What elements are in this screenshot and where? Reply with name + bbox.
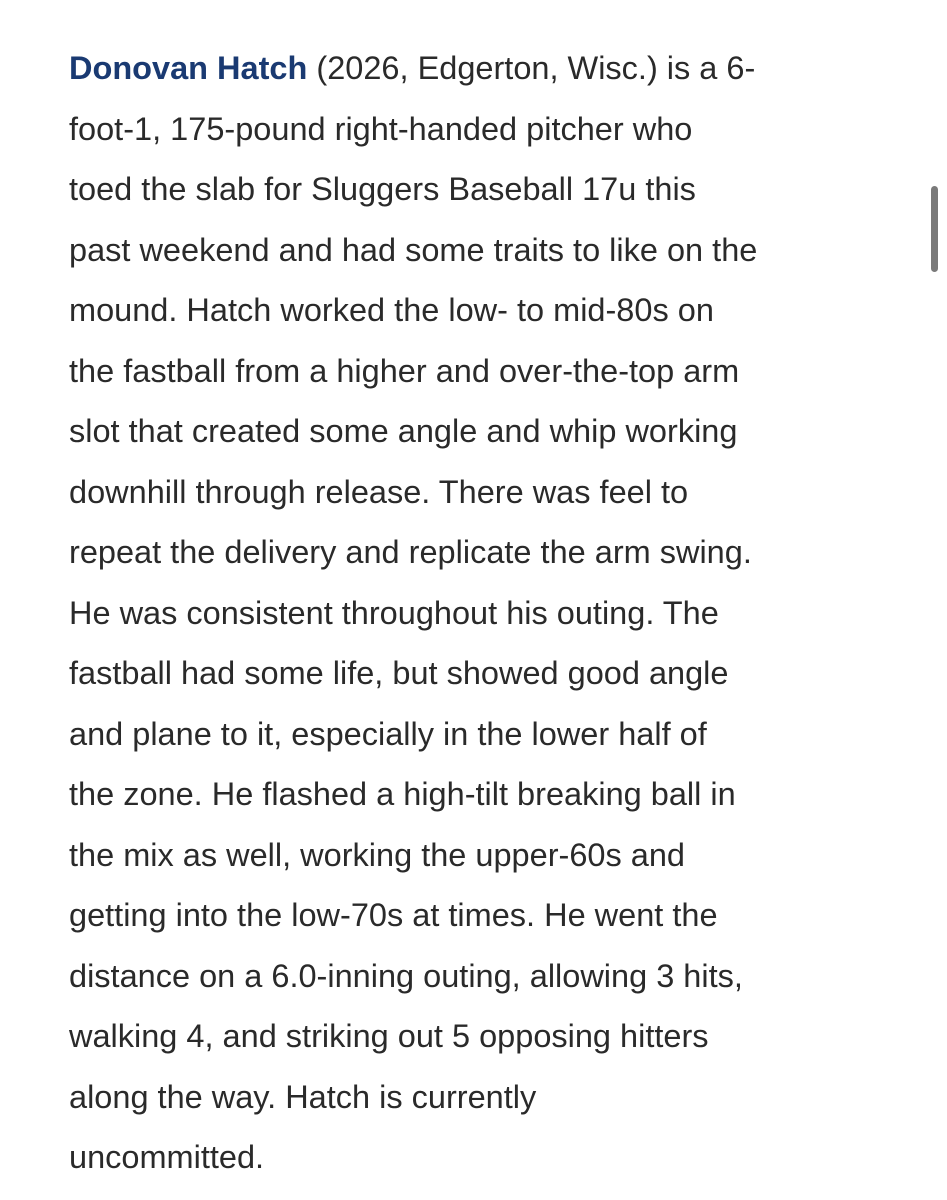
article-line: fastball had some life, but showed good angle bbox=[69, 655, 729, 691]
article-line: along the way. Hatch is currently bbox=[69, 1078, 537, 1115]
article-line: repeat the delivery and replicate the arm swing. bbox=[69, 534, 752, 570]
article-line: the zone. He flashed a high-tilt breaking ball in bbox=[69, 776, 736, 812]
article-line: slot that created some angle and whip working bbox=[69, 413, 738, 449]
article-line: and plane to it, especially in the lower half of bbox=[69, 715, 707, 752]
article-line: downhill through release. There was feel to bbox=[69, 473, 689, 510]
article-line: walking 4, and striking out 5 opposing hitters bbox=[69, 1018, 709, 1054]
article-body bbox=[69, 38, 909, 1188]
article-line: the mix as well, working the upper-60s and bbox=[69, 836, 686, 873]
article-line: the fastball from a higher and over-the-top arm bbox=[69, 352, 740, 389]
article-line: mound. Hatch worked the low- to mid-80s on bbox=[69, 292, 714, 328]
player-name-link[interactable]: Donovan Hatch bbox=[69, 50, 308, 86]
article-line: distance on a 6.0-inning outing, allowing 3 hits, bbox=[69, 957, 743, 994]
article-line: getting into the low-70s at times. He went the bbox=[69, 897, 718, 933]
article-line bbox=[69, 38, 909, 99]
article-line-text: (2026, Edgerton, Wisc.) is a 6- bbox=[307, 50, 756, 86]
scrollbar-thumb[interactable] bbox=[931, 186, 938, 272]
article-line: toed the slab for Sluggers Baseball 17u this bbox=[69, 171, 696, 207]
article-line: past weekend and had some traits to like on the bbox=[69, 231, 758, 268]
article-line: uncommitted. bbox=[69, 1139, 265, 1175]
article-line: foot-1, 175-pound right-handed pitcher who bbox=[69, 110, 693, 147]
article-line: He was consistent throughout his outing. The bbox=[69, 594, 719, 631]
